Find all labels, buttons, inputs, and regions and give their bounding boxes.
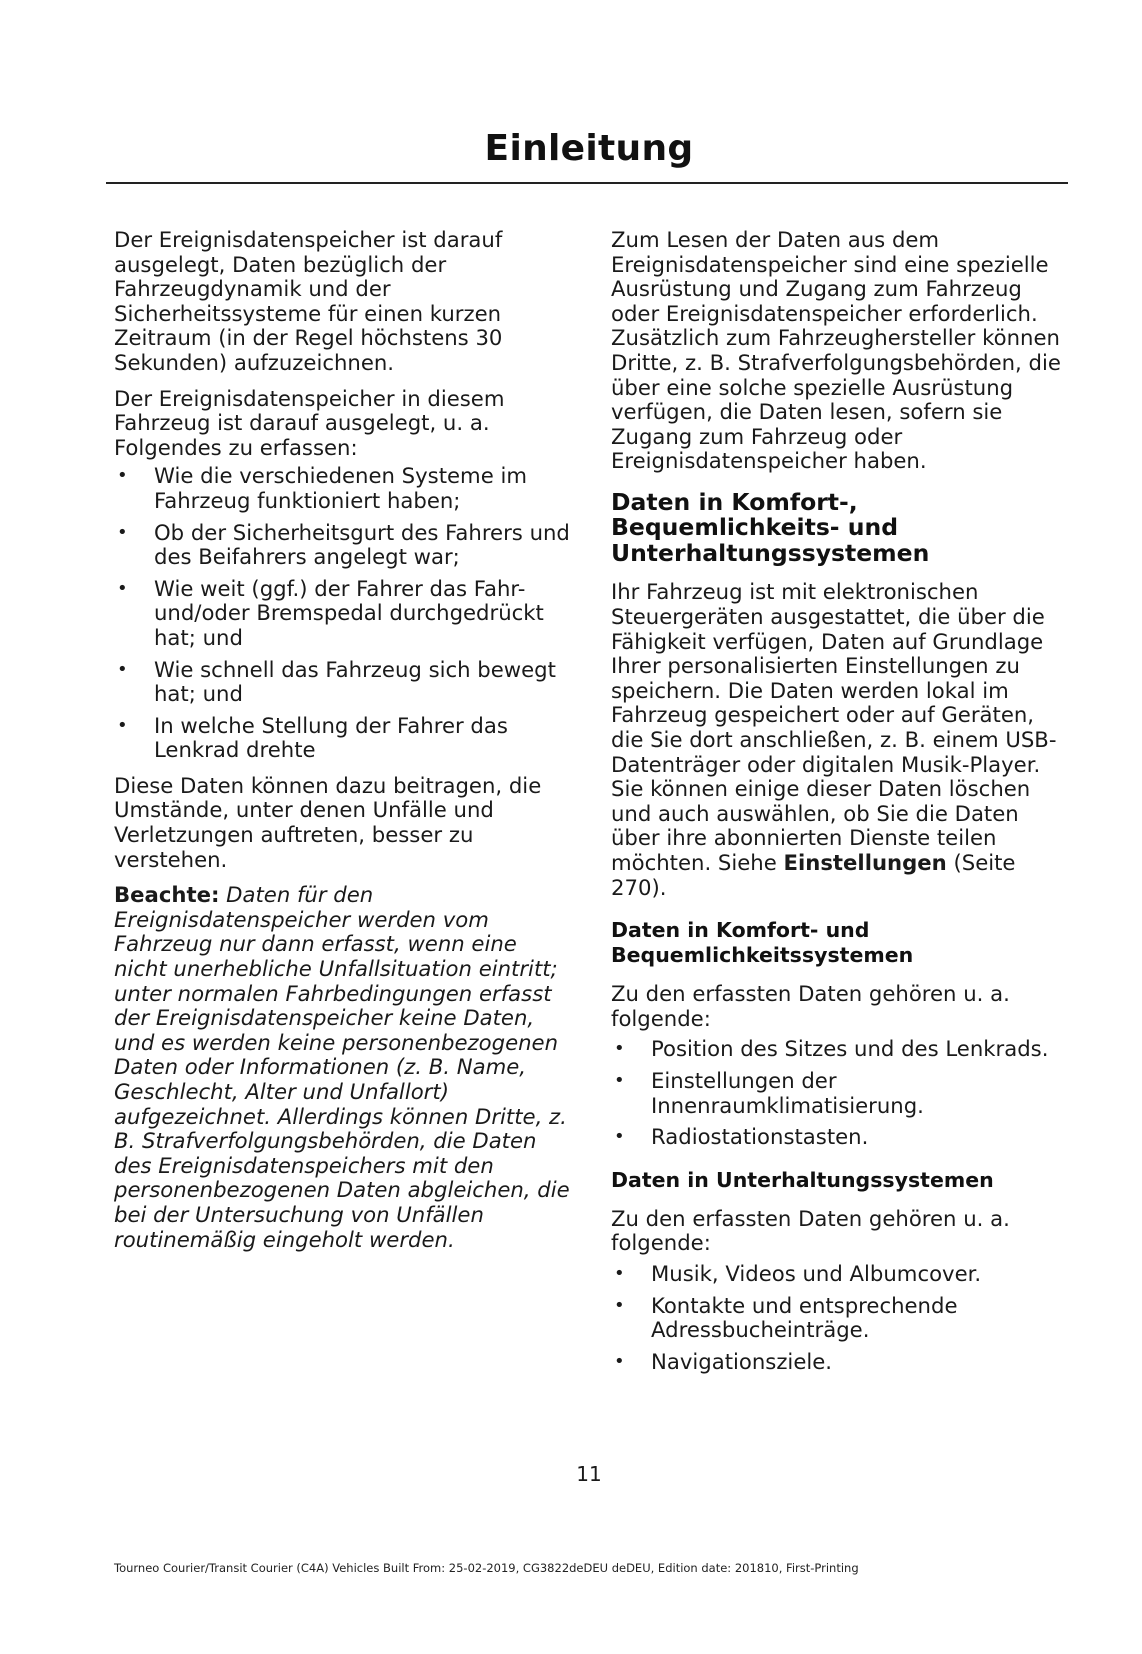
bullet-list <box>611 1037 1071 1149</box>
footer: Tourneo Courier/Transit Courier (C4A) Vehicles Built From: 25-02-2019, CG3822deDEU deDEU, Edition date: 201810, First-Printing <box>114 1561 859 1575</box>
paragraph: Diese Daten können dazu beitragen, die Umstände, unter denen Unfälle und Verletzungen auftreten, besser zu verstehen. <box>114 772 542 872</box>
note <box>114 883 576 1252</box>
page-number: 11 <box>576 1462 602 1486</box>
bullet-list <box>611 1262 1071 1374</box>
list-item: • In welche Stellung der Fahrer das Lenkrad drehte <box>114 714 576 763</box>
section-heading: Daten in Komfort-, Bequemlichkeits- und Unterhaltungssystemen <box>611 487 930 567</box>
page-reference: (Seite 270). <box>611 849 1016 900</box>
list-item: • Navigationsziele. <box>611 1350 1071 1375</box>
paragraph: Der Ereignisdatenspeicher ist darauf ausgelegt, Daten bezüglich der Fahrzeugdynamik und der Sicherheitssysteme für einen kurzen Zeitraum (in der Regel höchstens 30 Sekunden) aufzuzeichnen. <box>114 227 503 375</box>
right-column <box>611 228 1071 1385</box>
list-item: • Ob der Sicherheitsgurt des Fahrers und des Beifahrers angelegt war; <box>114 521 576 570</box>
paragraph: Zu den erfassten Daten gehören u. a. folgende: <box>611 1205 1010 1256</box>
list-item: • Musik, Videos und Albumcover. <box>611 1262 1071 1287</box>
left-column <box>114 228 576 1263</box>
cross-reference-link[interactable]: Einstellungen <box>783 849 947 875</box>
list-item: • Einstellungen der Innenraumklimatisierung. <box>611 1069 1071 1118</box>
note-label: Beachte: <box>114 882 220 908</box>
paragraph: Zum Lesen der Daten aus dem Ereignisdatenspeicher sind eine spezielle Ausrüstung und Zugang zum Fahrzeug oder Ereignisdatenspeicher erforderlich. Zusätzlich zum Fahrzeughersteller können Dritte, z. B. Strafverfolgungsbehörden, die über eine solche spezielle Ausrüstung verfügen, die Daten lesen, sofern sie Zugang zum Fahrzeug oder Ereignisdatenspeicher haben. <box>611 227 1061 474</box>
paragraph: Der Ereignisdatenspeicher in diesem Fahrzeug ist darauf ausgelegt, u. a. Folgendes zu erfassen: <box>114 385 505 460</box>
list-item: • Wie die verschiedenen Systeme im Fahrzeug funktioniert haben; <box>114 464 576 513</box>
note-text: Daten für den Ereignisdatenspeicher werden vom Fahrzeug nur dann erfasst, wenn eine nicht unerhebliche Unfallsituation eintritt; unter normalen Fahrbedingungen erfasst der Ereignisdatenspeicher keine Daten, und es werden keine personenbezogenen Daten oder Informationen (z. B. Name, Geschlecht, Alter und Unfallort) aufgezeichnet. Allerdings können Dritte, z. B. Strafverfolgungsbehörden, die Daten des Ereignisdatenspeichers mit den personenbezogenen Daten abgleichen, die bei der Untersuchung von Unfällen routinemäßig eingeholt werden. <box>114 882 570 1252</box>
paragraph: Zu den erfassten Daten gehören u. a. folgende: <box>611 981 1010 1031</box>
list-item: • Wie weit (ggf.) der Fahrer das Fahr- und/oder Bremspedal durchgedrückt hat; und <box>114 577 576 651</box>
title-divider <box>106 182 1068 184</box>
subsection-heading: Daten in Komfort- und Bequemlichkeitssystemen <box>611 918 914 968</box>
paragraph <box>611 580 1071 900</box>
list-item: • Position des Sitzes und des Lenkrads. <box>611 1037 1071 1062</box>
bullet-list <box>114 464 576 763</box>
paragraph-text: Ihr Fahrzeug ist mit elektronischen Steuergeräten ausgestattet, die über die Fähigkeit verfügen, Daten auf Grundlage Ihrer personalisierten Einstellungen zu speichern. Die Daten werden lokal im Fahrzeug gespeichert oder auf Geräten, die Sie dort anschließen, z. B. einem USB-Datenträger oder digitalen Musik-Player. Sie können einige dieser Daten löschen und auch auswählen, ob Sie die Daten über ihre abonnierten Dienste teilen möchten. Siehe <box>611 579 1057 875</box>
subsection-heading: Daten in Unterhaltungssystemen <box>611 1167 994 1192</box>
list-item: • Kontakte und entsprechende Adressbucheinträge. <box>611 1294 1071 1343</box>
list-item: • Radiostationstasten. <box>611 1125 1071 1150</box>
page-title: Einleitung <box>484 128 694 169</box>
list-item: • Wie schnell das Fahrzeug sich bewegt hat; und <box>114 658 576 707</box>
